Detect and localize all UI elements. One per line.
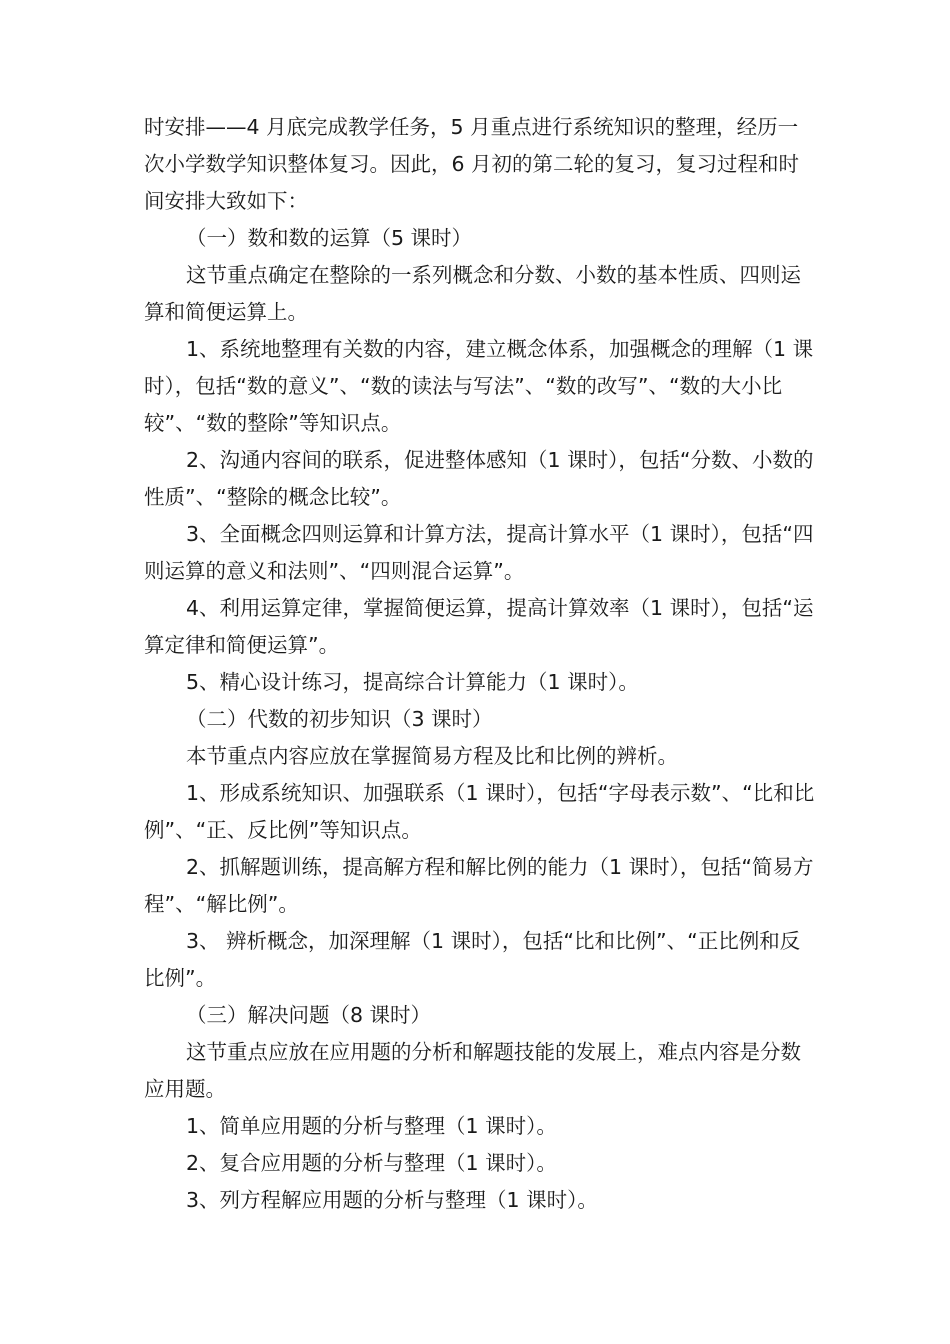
section-2-item-1: 1、形成系统知识、加强联系（1 课时），包括“字母表示数”、“比和比例”、“正、反比例”等知识点。: [144, 781, 815, 842]
section-3-item-1: 1、简单应用题的分析与整理（1 课时）。: [186, 1114, 557, 1138]
document-body: [144, 109, 816, 1219]
section-heading-3: （三）解决问题（8 课时）: [186, 1003, 432, 1027]
section-1-item-5: 5、精心设计练习，提高综合计算能力（1 课时）。: [186, 670, 639, 694]
section-1-item-1: 1、系统地整理有关数的内容，建立概念体系，加强概念的理解（1 课时），包括“数的意义”、“数的读法与写法”、“数的改写”、“数的大小比较”、“数的整除”等知识点。: [144, 337, 814, 435]
paragraph-continuation: 时安排——4 月底完成教学任务，5 月重点进行系统知识的整理，经历一次小学数学知识整体复习。因此，6 月初的第二轮的复习，复习过程和时间安排大致如下：: [144, 115, 800, 213]
section-3-item-2: 2、复合应用题的分析与整理（1 课时）。: [186, 1151, 557, 1175]
section-1-item-4: 4、利用运算定律，掌握简便运算，提高计算效率（1 课时），包括“运算定律和简便运算”。: [144, 596, 814, 657]
section-2-item-2: 2、抓解题训练，提高解方程和解比例的能力（1 课时），包括“简易方程”、“解比例”。: [144, 855, 814, 916]
section-1-intro: 这节重点确定在整除的一系列概念和分数、小数的基本性质、四则运算和简便运算上。: [144, 263, 801, 324]
section-2-item-3: 3、 辨析概念，加深理解（1 课时），包括“比和比例”、“正比例和反比例”。: [144, 929, 801, 990]
section-heading-1: （一）数和数的运算（5 课时）: [186, 226, 473, 250]
section-3-intro: 这节重点应放在应用题的分析和解题技能的发展上，难点内容是分数应用题。: [144, 1040, 801, 1101]
section-1-item-2: 2、沟通内容间的联系，促进整体感知（1 课时），包括“分数、小数的性质”、“整除的概念比较”。: [144, 448, 814, 509]
section-3-item-3: 3、列方程解应用题的分析与整理（1 课时）。: [186, 1188, 598, 1212]
section-2-intro: 本节重点内容应放在掌握简易方程及比和比例的辨析。: [186, 744, 678, 768]
section-heading-2: （二）代数的初步知识（3 课时）: [186, 707, 493, 731]
section-1-item-3: 3、全面概念四则运算和计算方法，提高计算水平（1 课时），包括“四则运算的意义和法则”、“四则混合运算”。: [144, 522, 814, 583]
